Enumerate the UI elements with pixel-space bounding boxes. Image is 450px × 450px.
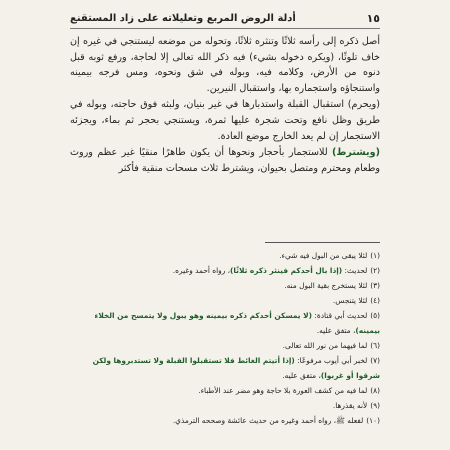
page-number: ١٥ bbox=[366, 11, 380, 25]
footnote-number: (٩) bbox=[370, 401, 380, 410]
footnote-text: لفعله ﷺ، رواه أحمد وغيره من حديث عائشة وصححه الترمذي. bbox=[172, 416, 364, 425]
footnote-text: لئلا يبقى من البول فيه شيء. bbox=[279, 251, 368, 260]
paragraph-3 bbox=[70, 145, 380, 176]
footnote-number: (٢) bbox=[370, 266, 380, 275]
hadith-quote: (إذا بال أحدكم فينثر ذكره ثلاثًا) bbox=[230, 266, 343, 275]
footnote bbox=[70, 293, 380, 308]
footnote-text: ، متفق عليه. bbox=[282, 371, 321, 380]
footnote-number: (٨) bbox=[370, 386, 380, 395]
footnote bbox=[70, 248, 380, 263]
footnotes bbox=[70, 248, 380, 428]
footnote-number: (٧) bbox=[370, 356, 380, 365]
footnote-number: (١٠) bbox=[366, 416, 380, 425]
hadith-quote: (لا يمسكن أحدكم ذكره بيمينه وهو يبول ولا يتمسح من الخلاء بيمينه) bbox=[94, 311, 380, 335]
footnote bbox=[70, 278, 380, 293]
paragraph-3-text: للاستجمار بأحجار ونحوها أن يكون طاهرًا منقيًا غير عظم وروث وطعام ومحترم ومتصل بحيوان، ويشترط ثلاث مسحات منقية فأكثر bbox=[70, 147, 380, 174]
footnote-number: (٥) bbox=[370, 311, 380, 320]
footnote bbox=[70, 338, 380, 353]
footnote bbox=[70, 308, 380, 338]
footnote-text: لحديث أبي قتادة: bbox=[312, 311, 368, 320]
footnote-rule bbox=[265, 242, 380, 243]
footnote-text: لما فيه من كشف العورة بلا حاجة وهو مضر عند الأطباء. bbox=[198, 386, 368, 395]
footnote bbox=[70, 413, 380, 428]
footnote-text: ، رواه أحمد وغيره. bbox=[172, 266, 231, 275]
header-title: أدلة الروض المربع وتعليلاته على زاد المستقنع bbox=[70, 12, 296, 24]
footnote-number: (٣) bbox=[370, 281, 380, 290]
paragraph-2: (ويحرم) استقبال القبلة واستدبارها في غير بنيان، ولبثه فوق حاجته، وبوله في طريق وظل نافع وتحت شجرة عليها ثمرة، ويستنجي بحجر ثم بماء، ويجزئه الاستجمار إن لم يعد الخارج موضع العادة. bbox=[70, 99, 380, 142]
footnote bbox=[70, 263, 380, 278]
main-text bbox=[70, 34, 380, 176]
footnote-text: لئلا يستخرج بقية البول منه. bbox=[284, 281, 368, 290]
running-header bbox=[70, 8, 380, 28]
header-rule bbox=[70, 28, 380, 29]
footnote-number: (١) bbox=[370, 251, 380, 260]
footnote-text: لخبر أبي أيوب مرفوعًا: bbox=[294, 356, 368, 365]
term-yushtarat: (ويشترط) bbox=[332, 147, 380, 159]
footnote-text: لأنه يقذرها. bbox=[332, 401, 368, 410]
footnote-number: (٦) bbox=[370, 341, 380, 350]
footnote bbox=[70, 398, 380, 413]
hadith-quote: (إذا أتيتم الغائط فلا تستقبلوا القبلة ولا تستدبروها ولكن شرقوا أو غربوا) bbox=[92, 356, 380, 380]
footnote bbox=[70, 353, 380, 383]
paragraph-1: أصل ذكره إلى رأسه ثلاثًا وتنثره ثلاثًا، وتحوله من موضعه ليستنجي في غيره إن خاف تلوثًا، (ويكره دخوله بشيء) فيه ذكر الله تعالى إلا لحاجة، ورفع ثوبه قبل دنوه من الأرض، وكلامه فيه، وبوله في شق ونحوه، ومس فرجه بيمينه واستنجاؤه واستجماره بها، واستقبال النيرين. bbox=[70, 36, 380, 94]
footnote-text: لحديث: bbox=[342, 266, 368, 275]
footnote-text: لما فيهما من نور الله تعالى. bbox=[282, 341, 368, 350]
footnote-text: لئلا يتنجس. bbox=[332, 296, 368, 305]
footnote-text: ، متفق عليه. bbox=[316, 326, 356, 335]
footnote bbox=[70, 383, 380, 398]
footnote-number: (٤) bbox=[370, 296, 380, 305]
